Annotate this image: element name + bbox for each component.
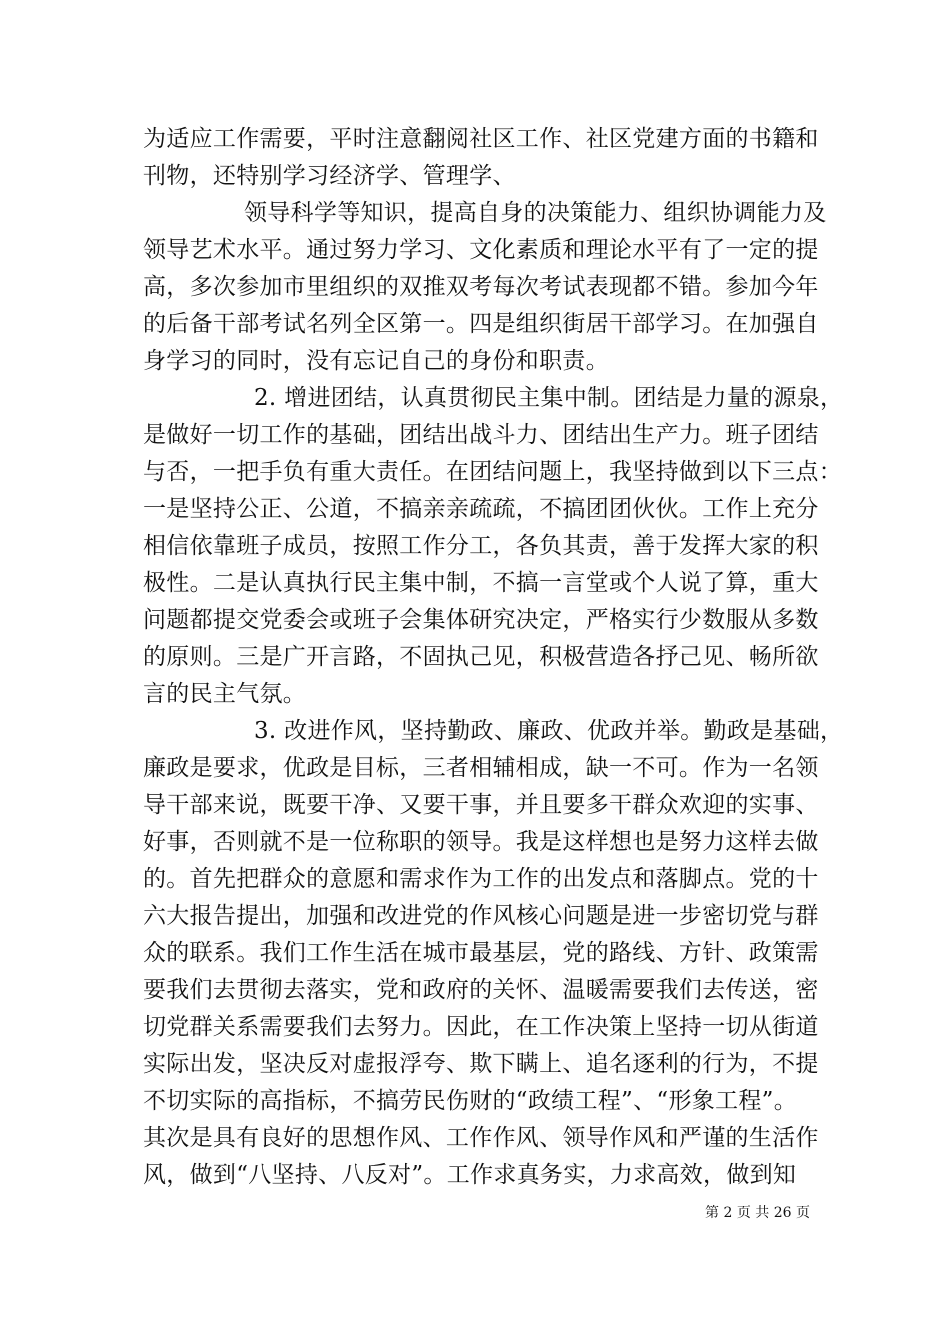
text-line: 的。首先把群众的意愿和需求作为工作的出发点和落脚点。党的十 (143, 866, 819, 892)
text-line: 高，多次参加市里组织的双推双考每次考试表现都不错。参加今年 (143, 274, 819, 300)
text-line: 问题都提交党委会或班子会集体研究决定，严格实行少数服从多数 (143, 607, 819, 633)
page-number: 第 2 页 共 26 页 (705, 1205, 810, 1221)
text-line: 是做好一切工作的基础，团结出战斗力、团结出生产力。班子团结 (143, 422, 819, 448)
text-line: 一是坚持公正、公道，不搞亲亲疏疏，不搞团团伙伙。工作上充分 (143, 496, 819, 522)
text-line: 与否，一把手负有重大责任。在团结问题上，我坚持做到以下三点： (143, 459, 842, 485)
text-line: 众的联系。我们工作生活在城市最基层，党的路线、方针、政策需 (143, 940, 819, 966)
text-line: 的后备干部考试名列全区第一。四是组织街居干部学习。在加强自 (143, 311, 819, 337)
text-line: 实际出发，坚决反对虚报浮夸、欺下瞒上、追名逐利的行为，不提 (143, 1051, 819, 1077)
text-line: 切党群关系需要我们去努力。因此，在工作决策上坚持一切从街道 (143, 1014, 819, 1040)
text-line: 身学习的同时，没有忘记自己的身份和职责。 (143, 348, 609, 374)
text-line: 相信依靠班子成员，按照工作分工，各负其责，善于发挥大家的积 (143, 533, 819, 559)
text-line: 风，做到“八坚持、八反对”。工作求真务实，力求高效，做到知 (143, 1162, 797, 1188)
text-line: 不切实际的高指标，不搞劳民伤财的“政绩工程”、“形象工程”。 (143, 1088, 798, 1114)
text-line: 要我们去贯彻去落实，党和政府的关怀、温暖需要我们去传送，密 (143, 977, 819, 1003)
text-line: 极性。二是认真执行民主集中制，不搞一言堂或个人说了算，重大 (143, 570, 819, 596)
text-line: 领导科学等知识，提高自身的决策能力、组织协调能力及 (244, 200, 827, 226)
text-line: 3. 改进作风，坚持勤政、廉政、优政并举。勤政是基础， (254, 718, 844, 744)
text-line: 其次是具有良好的思想作风、工作作风、领导作风和严谨的生活作 (143, 1125, 819, 1151)
text-line: 刊物，还特别学习经济学、管理学、 (143, 163, 516, 189)
text-line: 导干部来说，既要干净、又要干事，并且要多干群众欢迎的实事、 (143, 792, 819, 818)
text-line: 好事，否则就不是一位称职的领导。我是这样想也是努力这样去做 (143, 829, 819, 855)
text-line: 领导艺术水平。通过努力学习、文化素质和理论水平有了一定的提 (143, 237, 819, 263)
text-line: 六大报告提出，加强和改进党的作风核心问题是进一步密切党与群 (143, 903, 819, 929)
text-line: 的原则。三是广开言路，不固执己见，积极营造各抒己见、畅所欲 (143, 644, 819, 670)
text-line: 廉政是要求，优政是目标，三者相辅相成，缺一不可。作为一名领 (143, 755, 819, 781)
text-line: 为适应工作需要，平时注意翻阅社区工作、社区党建方面的书籍和 (143, 126, 819, 152)
text-line: 言的民主气氛。 (143, 681, 307, 707)
text-line: 2. 增进团结，认真贯彻民主集中制。团结是力量的源泉， (254, 385, 844, 411)
